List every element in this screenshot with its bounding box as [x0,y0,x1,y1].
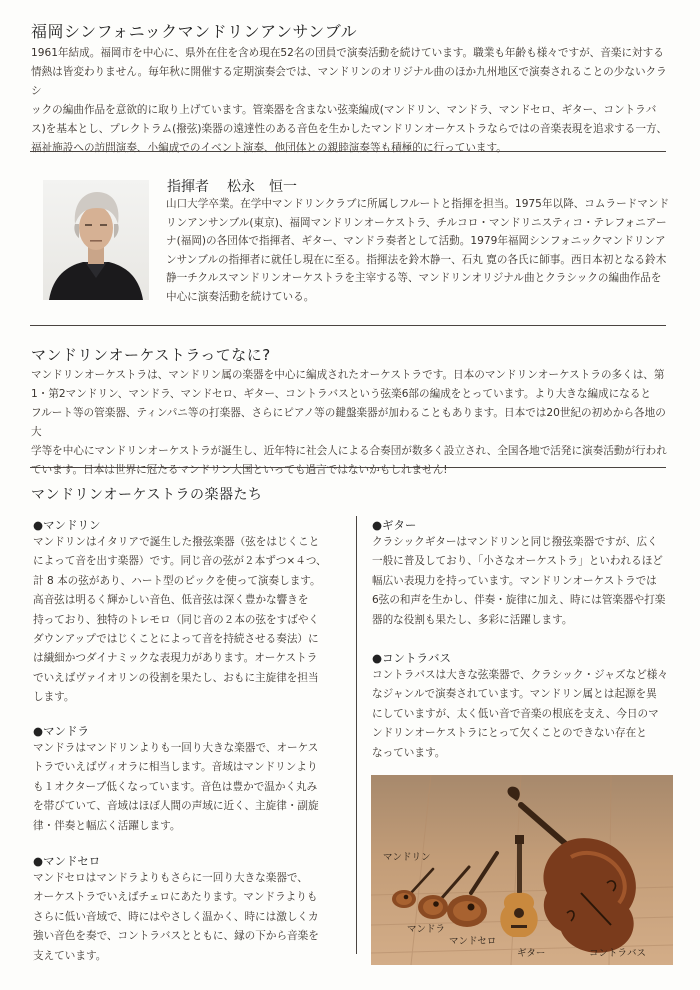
intro-title: 福岡シンフォニックマンドリンアンサンブル [31,22,358,41]
mandola-line: も１オクターブ低くなっています。音色は豊かで温かく丸み [33,780,318,793]
contrabass-description [372,666,677,763]
intro-line: 1961年結成。福岡市を中心に、県外在住を含め現在52名の団員で演奏活動を続けています。職業も年齢も様々ですが、音楽に対する [31,47,664,59]
conductor-heading [167,176,315,196]
mandolin-line: でいえばヴァイオリンの役割を果たし、おもに主旋律を担当 [33,671,319,684]
guitar-line: 幅広い表現力を持っています。マンドリンオーケストラでは [372,574,657,587]
about-line: ています。日本は世界に冠たるマンドリン大国といっても過言ではないかもしれません! [31,464,448,476]
mandola-description [33,739,348,836]
conductor-role: 指揮者 [167,179,209,195]
mandolin-line: マンドリンはイタリアで誕生した撥弦楽器（弦をはじくこと [33,536,320,548]
mandola-line: トラでいえばヴィオラに相当します。音域はマンドリンより [33,761,318,774]
conductor-line: ナ(福岡)の各団体で指揮者、ギター、マンドラ奏者として活動。1979年福岡シンフォニックマンドリンア [166,235,666,248]
contrabass-line: コントラバスは大きな弦楽器で、クラシック・ジャズなど様々 [372,669,668,681]
mandolin-line: ダウンアップではじくことによって音を持続させる奏法）に [33,633,319,646]
divider [30,325,666,326]
conductor-line: ンサンブルの指揮者に就任し現在に至る。指揮法を鈴木静一、石丸 寛の各氏に師事。西日本初となる鈴木 [166,253,667,266]
conductor-line: 山口大学卒業。在学中マンドリンクラブに所属しフルートと指揮を担当。1975年以降、コムラードマンド [166,198,670,210]
label-mandola: マンドラ [407,924,446,935]
mandola-line: マンドラはマンドリンよりも一回り大きな楽器で、オーケス [33,742,319,754]
about-title: マンドリンオーケストラってなに? [31,346,271,364]
column-divider [356,516,357,954]
contrabass-line: ンドリンオーケストラにとって欠くことのできない存在と [372,727,647,740]
contrabass-heading: ●コントラバス [372,651,452,665]
mandolin-line: 計 8 本の弦があり、ハート型のピックを使って演奏します。 [33,574,321,587]
about-line: 1・第2マンドリン、マンドラ、マンドセロ、ギター、コントラバスという弦楽6部の編成をとっています。より大きな編成になると [31,388,652,400]
label-guitar: ギター [517,948,546,959]
mandocello-description [33,869,348,966]
guitar-line: 一般に普及しており、「小さなオーケストラ」といわれるほど [372,555,663,568]
instruments-photo [371,775,673,965]
label-mandolin: マンドリン [383,852,431,863]
intro-line: ックの編曲作品を意欲的に取り上げています。管楽器を含まない弦楽編成(マンドリン、マンドラ、マンドセロ、ギター、コントラバ [31,104,657,116]
guitar-description [372,533,677,630]
mandolin-line: は繊細かつダイナミックな表現力があります。オーケストラ [33,652,318,665]
mandolin-line: 持っており、独特のトレモロ（同じ音の２本の弦をすばやく [33,613,320,626]
mandola-heading: ●マンドラ [33,724,90,738]
divider [30,151,666,152]
intro-paragraph [31,44,671,158]
mandolin-line: によって音を出す楽器）です。同じ音の弦が２本ずつ×４つ、 [33,555,327,568]
instruments-title: マンドリンオーケストラの楽器たち [31,487,263,503]
guitar-heading: ●ギター [372,518,417,532]
mandolin-heading: ●マンドリン [33,518,101,532]
about-line: フルート等の管楽器、ティンパニ等の打楽器、さらにピアノ等の鍵盤楽器が加わることもあります。日本では20世紀の初めから各地の大 [31,407,666,438]
guitar-line: 器的な役割も果たし、多彩に活躍します。 [372,613,573,626]
guitar-line: 6弦の和声を生かし、伴奏・旋律に加え、時には管楽器や打楽 [372,594,666,607]
intro-line: 情熱は皆変わりません。毎年秋に開催する定期演奏会では、マンドリンのオリジナル曲のほか九州地区で演奏されることの少ないクラシ [31,66,667,97]
conductor-bio [166,195,676,307]
mandocello-line: 強い音色を奏で、コントラバスとともに、縁の下から音楽を [33,930,319,943]
conductor-line: 静一チクルスマンドリンオーケストラを主宰する等、マンドリンオリジナル曲とクラシックの編曲作品を [166,272,662,285]
mandocello-line: 支えています。 [33,949,107,962]
mandolin-description [33,533,348,708]
intro-line: ス)を基本とし、プレクトラム(撥弦)楽器の遠達性のある音色を生かしたマンドリンオーケストラならではの音楽表現を追求する一方、 [31,123,668,135]
contrabass-line: にしていますが、太く低い音で音楽の根底を支え、今日のマ [372,707,659,720]
mandolin-line: します。 [33,691,75,704]
conductor-line: 中心に演奏活動を続けている。 [166,290,315,303]
mandocello-line: マンドセロはマンドラよりもさらに一回り大きな楽器で、 [33,872,308,884]
conductor-line: リンアンサンブル(東京)、福岡マンドリンオーケストラ、チルコロ・マンドリニスティコ・テレフォニアー [166,216,667,229]
about-paragraph [31,366,676,480]
label-contrabass: コントラバス [589,948,647,959]
contrabass-line: なっています。 [372,746,446,759]
guitar-line: クラシックギターはマンドリンと同じ撥弦楽器ですが、広く [372,536,658,548]
mandola-line: を帯びていて、音域はほぼ人間の声域に近く、主旋律・副旋 [33,800,319,813]
intro-line: 福祉施設への訪問演奏、小編成でのイベント演奏、他団体との親睦演奏等も積極的に行っています。 [31,142,507,154]
mandocello-heading: ●マンドセロ [33,854,101,868]
mandocello-line: オーケストラでいえばチェロにあたります。マンドラよりも [33,891,318,904]
mandola-line: 律・伴奏と幅広く活躍します。 [33,819,181,832]
about-line: マンドリンオーケストラは、マンドリン属の楽器を中心に編成されたオーケストラです。日本のマンドリンオーケストラの多くは、第 [31,369,665,381]
contrabass-line: なジャンルで演奏されています。マンドリン属とは起源を異 [372,688,657,701]
divider [30,467,666,468]
mandolin-line: 高音弦は明るく輝かしい音色、低音弦は深く豊かな響きを [33,594,309,607]
mandocello-line: さらに低い音域で、時にはやさしく温かく、時には激しくカ [33,910,319,923]
conductor-portrait [43,180,149,300]
label-mandocello: マンドセロ [449,936,497,947]
about-line: 学等を中心にマンドリンオーケストラが誕生し、近年特に社会人による合奏団が数多く設立され、全国各地で活発に演奏活動が行われ [31,445,667,457]
conductor-name: 松永 恒一 [227,179,297,195]
